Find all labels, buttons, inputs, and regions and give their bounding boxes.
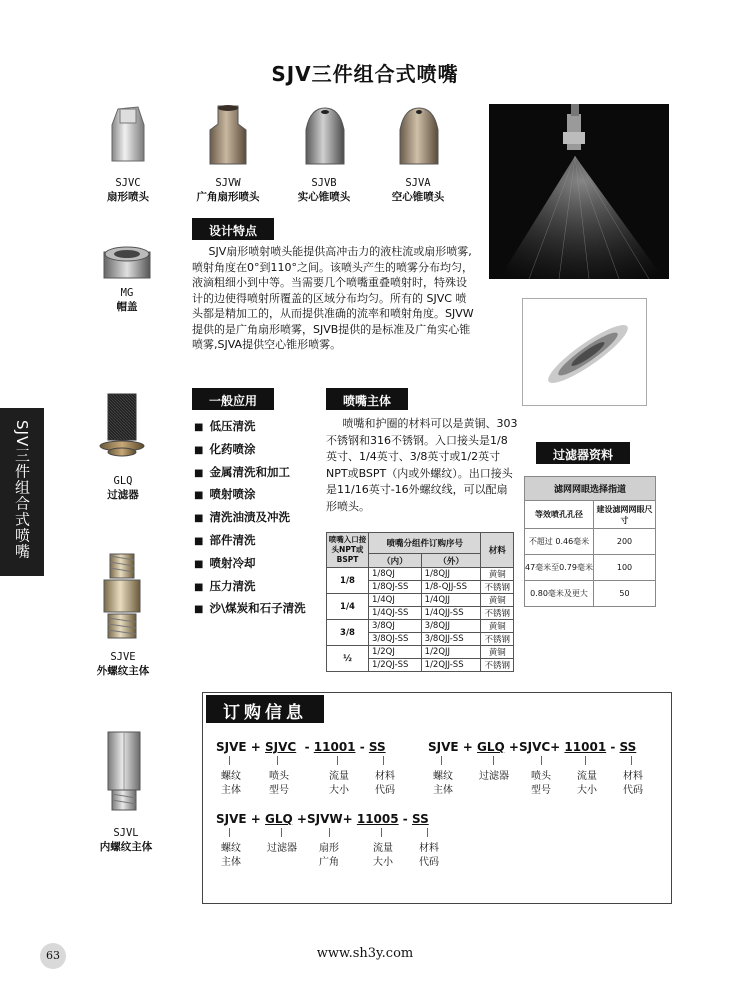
table-header-inlet: 喷嘴入口接头NPT或BSPT <box>327 533 369 568</box>
size-cell: 3/8 <box>327 620 369 646</box>
code-part: +SJVW+ <box>296 812 353 826</box>
product-name: 过滤器 <box>107 489 139 501</box>
side-tab-label: SJV三件组合式喷嘴 <box>13 420 31 560</box>
product-sjvc <box>94 176 162 204</box>
product-code: SJVB <box>311 177 337 189</box>
orifice-cell: 47毫米至0.79毫米 <box>525 555 594 581</box>
tick-mark: | <box>630 756 634 766</box>
code-part: SJVE <box>428 740 459 754</box>
table-header-inner: （内） <box>369 554 422 568</box>
code-part: 11005 <box>356 812 399 826</box>
product-sjvl <box>88 826 164 854</box>
outer-cell: 1/4QJJ-SS <box>421 607 481 620</box>
filter-heading: 过滤器资料 <box>536 442 630 464</box>
code-part: + <box>250 740 261 754</box>
side-tab <box>0 408 44 576</box>
inner-cell: 1/4QJ <box>369 594 422 607</box>
inner-cell: 3/8QJ-SS <box>369 633 422 646</box>
inner-cell: 1/8QJ-SS <box>369 581 422 594</box>
applications-list <box>194 416 344 621</box>
product-glq <box>90 474 156 502</box>
inner-cell: 3/8QJ <box>369 620 422 633</box>
code-part: 11001 <box>313 740 356 754</box>
sjve-body-image <box>100 552 144 642</box>
mg-cap-image <box>100 244 154 284</box>
inner-cell: 1/4QJ-SS <box>369 607 422 620</box>
outer-cell: 3/8QJJ-SS <box>421 633 481 646</box>
table-row <box>525 529 656 555</box>
label-tip-model: 喷头 型号 <box>269 771 289 796</box>
page-title: SJV三件组合式喷嘴 <box>271 62 459 86</box>
tick-mark: | <box>336 756 340 766</box>
product-sjve <box>84 650 162 678</box>
sjvb-nozzle-image <box>302 104 348 166</box>
product-name: 空心锥喷头 <box>391 191 445 203</box>
label-material-code: 材料 代码 <box>419 843 439 868</box>
tick-mark: | <box>228 756 232 766</box>
sjvw-nozzle-image <box>206 100 250 166</box>
material-cell: 黄铜 <box>481 620 514 633</box>
product-code: SJVW <box>215 177 241 189</box>
material-cell: 黄铜 <box>481 646 514 659</box>
page-number: 63 <box>40 943 66 969</box>
list-item: ■ 化药喷涂 <box>194 439 344 462</box>
mesh-cell: 200 <box>594 529 656 555</box>
part-number-table <box>326 532 514 672</box>
material-cell: 不锈钢 <box>481 633 514 646</box>
body-paragraph: 喷嘴和护圈的材料可以是黄铜、303不锈钢和316不锈钢。入口接头是1/8英寸、1/4英寸、3/8英寸或1/2英寸NPT或BSPT（内或外螺纹）。出口接头是11/16英寸-16外螺纹线，可以配扇形喷头。 <box>326 417 518 513</box>
table-row <box>525 581 656 607</box>
filter-header-orifice: 等效喷孔孔径 <box>525 501 594 529</box>
material-cell: 不锈钢 <box>481 581 514 594</box>
outer-cell: 1/2QJJ-SS <box>421 659 481 672</box>
list-item: ■ 部件清洗 <box>194 530 344 553</box>
label-wide-fan: 扇形 广角 <box>319 843 339 868</box>
size-cell: 1/4 <box>327 594 369 620</box>
design-paragraph: SJV扇形喷射喷头能提供高冲击力的液柱流或扇形喷雾,喷射角度在0°到110°之间。该喷头产生的喷雾分布均匀，液滴粗细小到中等。当需要几个喷嘴重叠喷射时，特殊设计的边使得喷射所覆盖的区域分布均匀。所有的 SJVC 喷头都是精加工的，从而提供准确的流率和喷射角度。SJVW提供的是广角扇形喷雾，SJVB提供的是标准及广角实心锥喷雾,SJVA提供空心锥形喷雾。 <box>192 245 474 351</box>
filter-header-mesh: 建设滤网网眼尺寸 <box>594 501 656 529</box>
filter-table <box>524 476 656 607</box>
code-part: GLQ <box>265 812 293 826</box>
tick-mark: | <box>440 756 444 766</box>
product-name: 实心锥喷头 <box>297 191 351 203</box>
product-name: 内螺纹主体 <box>99 841 153 853</box>
outer-cell: 1/8QJJ <box>421 568 481 581</box>
code-part: SS <box>411 812 429 826</box>
outer-cell: 3/8QJJ <box>421 620 481 633</box>
code-part: 11001 <box>564 740 607 754</box>
code-part: GLQ <box>477 740 505 754</box>
table-header-outer: （外） <box>421 554 481 568</box>
code-part: SS <box>368 740 386 754</box>
outer-cell: 1/2QJJ <box>421 646 481 659</box>
table-row <box>327 646 514 659</box>
sjvc-nozzle-image <box>104 103 152 165</box>
inner-cell: 1/2QJ <box>369 646 422 659</box>
product-mg <box>94 286 160 314</box>
order-code-example-3 <box>216 812 429 826</box>
product-code: GLQ <box>113 475 133 487</box>
list-item: ■ 金属清洗和加工 <box>194 462 344 485</box>
label-flow-size: 流量 大小 <box>577 771 597 796</box>
label-tip-model: 喷头 型号 <box>531 771 551 796</box>
ordering-info-box <box>202 692 672 904</box>
order-code-example-2 <box>428 740 636 754</box>
body-heading: 喷嘴主体 <box>326 388 408 410</box>
code-part: +SJVC+ <box>508 740 561 754</box>
label-material-code: 材料 代码 <box>623 771 643 796</box>
tick-mark: | <box>228 828 232 838</box>
ordering-heading: 订购信息 <box>206 695 324 723</box>
product-sjva <box>380 176 456 204</box>
design-heading: 设计特点 <box>192 218 274 240</box>
product-code: MG <box>120 287 134 299</box>
list-item: ■ 喷射冷却 <box>194 553 344 576</box>
product-name: 帽盖 <box>116 301 138 313</box>
mesh-cell: 50 <box>594 581 656 607</box>
label-thread-body: 螺纹 主体 <box>221 843 241 868</box>
code-part: SJVC <box>265 740 297 754</box>
website-link[interactable]: www.sh3y.com <box>316 946 414 961</box>
list-item: ■ 低压清洗 <box>194 416 344 439</box>
code-part: - <box>402 812 408 826</box>
filter-table-caption: 滤网网眼选择指道 <box>525 477 656 501</box>
code-part: + <box>250 812 261 826</box>
inner-cell: 1/8QJ <box>369 568 422 581</box>
tick-mark: | <box>426 828 430 838</box>
tick-mark: | <box>382 756 386 766</box>
spray-pattern-image <box>522 298 647 406</box>
orifice-cell: 不超过 0.46毫米 <box>525 529 594 555</box>
label-filter: 过滤器 <box>479 771 509 782</box>
outer-cell: 1/8-QJJ-SS <box>421 581 481 594</box>
label-flow-size: 流量 大小 <box>373 843 393 868</box>
table-row <box>327 620 514 633</box>
tick-mark: | <box>584 756 588 766</box>
product-code: SJVA <box>405 177 431 189</box>
material-cell: 不锈钢 <box>481 659 514 672</box>
inner-cell: 1/2QJ-SS <box>369 659 422 672</box>
code-part: + <box>462 740 473 754</box>
code-part: - <box>359 740 365 754</box>
label-thread-body: 螺纹 主体 <box>221 771 241 796</box>
product-name: 外螺纹主体 <box>96 665 150 677</box>
product-name: 广角扇形喷头 <box>196 191 260 203</box>
code-part: - <box>610 740 616 754</box>
tick-mark: | <box>380 828 384 838</box>
list-item: ■ 沙\煤炭和石子清洗 <box>194 598 344 621</box>
product-sjvb <box>286 176 362 204</box>
applications-heading: 一般应用 <box>192 388 274 410</box>
size-cell: 1/8 <box>327 568 369 594</box>
table-row <box>327 568 514 581</box>
code-part: SJVE <box>216 812 247 826</box>
label-material-code: 材料 代码 <box>375 771 395 796</box>
code-part: SS <box>619 740 637 754</box>
table-header-material: 材料 <box>481 533 514 568</box>
product-sjvw <box>182 176 274 204</box>
product-code: SJVL <box>113 827 139 839</box>
list-item: ■ 喷射喷涂 <box>194 484 344 507</box>
product-code: SJVE <box>110 651 136 663</box>
list-item: ■ 清洗油渍及冲洗 <box>194 507 344 530</box>
table-row <box>525 555 656 581</box>
material-cell: 黄铜 <box>481 568 514 581</box>
tick-mark: | <box>280 828 284 838</box>
product-code: SJVC <box>115 177 141 189</box>
tick-mark: | <box>540 756 544 766</box>
size-cell: ½ <box>327 646 369 672</box>
label-filter: 过滤器 <box>267 843 297 854</box>
order-code-example-1 <box>216 740 386 754</box>
sjva-nozzle-image <box>396 104 442 166</box>
table-header-part: 喷嘴分组件订购序号 <box>369 533 481 554</box>
sjvl-body-image <box>102 730 146 812</box>
table-row <box>327 594 514 607</box>
code-part: SJVE <box>216 740 247 754</box>
tick-mark: | <box>328 828 332 838</box>
label-flow-size: 流量 大小 <box>329 771 349 796</box>
outer-cell: 1/4QJJ <box>421 594 481 607</box>
mesh-cell: 100 <box>594 555 656 581</box>
tick-mark: | <box>276 756 280 766</box>
material-cell: 黄铜 <box>481 594 514 607</box>
list-item: ■ 压力清洗 <box>194 576 344 599</box>
product-name: 扇形喷头 <box>107 191 149 203</box>
code-part: - <box>304 740 310 754</box>
material-cell: 不锈钢 <box>481 607 514 620</box>
orifice-cell: 0.80毫米及更大 <box>525 581 594 607</box>
spray-photo <box>489 104 669 279</box>
label-thread-body: 螺纹 主体 <box>433 771 453 796</box>
tick-mark: | <box>492 756 496 766</box>
glq-filter-image <box>98 392 148 458</box>
